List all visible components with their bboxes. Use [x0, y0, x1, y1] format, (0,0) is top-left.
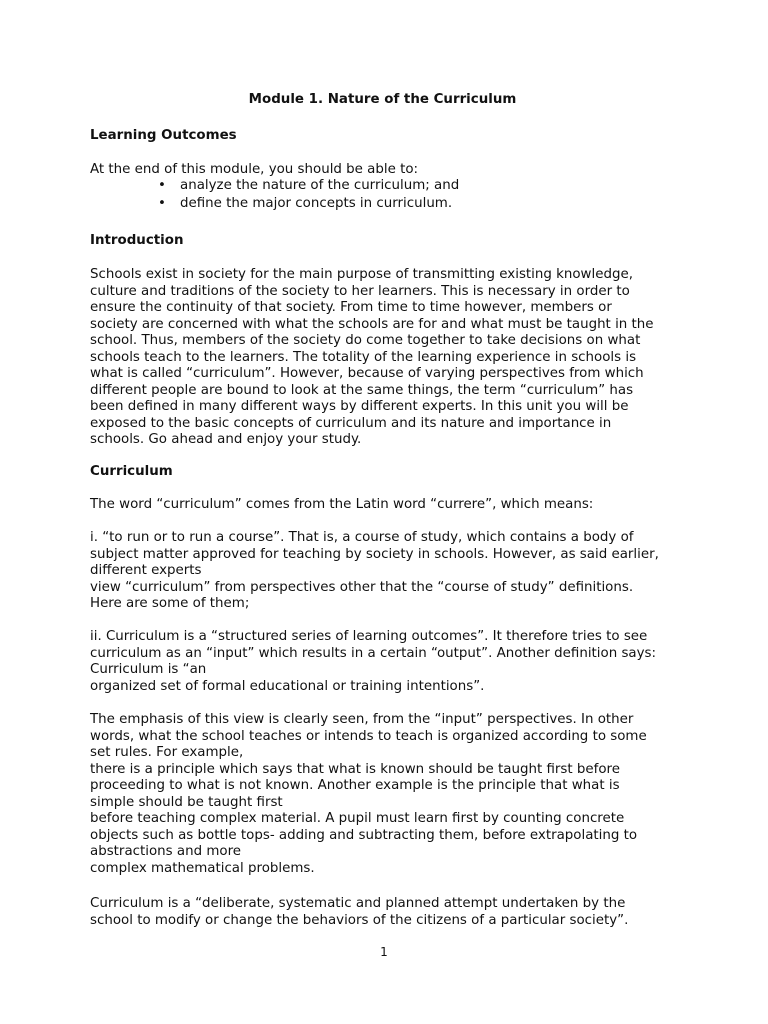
definition-ii-paragraph: [90, 629, 675, 695]
bullet-icon: •: [158, 178, 166, 193]
learning-outcomes-intro: At the end of this module, you should be able to:: [90, 162, 419, 177]
list-item-text: define the major concepts in curriculum.: [180, 196, 453, 211]
text-line: different people are bound to look at the same things, the term “curriculum” has: [90, 382, 634, 398]
text-line: culture and traditions of the society to her learners. This is necessary in order to: [90, 283, 630, 299]
learning-outcomes-heading: Learning Outcomes: [90, 128, 237, 143]
text-line: The emphasis of this view is clearly seen, from the “input” perspectives. In other: [90, 712, 634, 727]
learning-outcomes-list: [90, 178, 459, 214]
text-line: simple should be taught first: [90, 794, 283, 810]
text-line: different experts: [90, 563, 202, 578]
module-title: Module 1. Nature of the Curriculum: [248, 92, 517, 107]
text-line: ensure the continuity of that society. From time to time however, members or: [90, 300, 612, 315]
text-line: objects such as bottle tops- adding and subtracting them, before extrapolating to: [90, 827, 638, 843]
text-line: curriculum as an “input” which results in a certain “output”. Another definition says:: [90, 645, 657, 661]
text-line: school to modify or change the behaviors of the citizens of a particular society”.: [90, 912, 629, 928]
curriculum-etymology: The word “curriculum” comes from the Latin word “currere”, which means:: [90, 497, 594, 512]
list-item: [90, 178, 459, 196]
text-line: Here are some of them;: [90, 596, 250, 611]
text-line: Curriculum is “an: [90, 662, 207, 677]
text-line: words, what the school teaches or intends to teach is organized according to some: [90, 728, 647, 744]
text-line: set rules. For example,: [90, 745, 244, 760]
bullet-icon: •: [158, 196, 166, 211]
definition-i-paragraph: [90, 530, 675, 613]
deliberate-attempt-paragraph: [90, 896, 675, 929]
text-line: i. “to run or to run a course”. That is, a course of study, which contains a body of: [90, 530, 634, 545]
text-line: there is a principle which says that what is known should be taught first before: [90, 761, 620, 777]
curriculum-heading: Curriculum: [90, 464, 173, 479]
text-line: subject matter approved for teaching by society in schools. However, as said earlier,: [90, 546, 659, 562]
page-number: 1: [380, 945, 388, 959]
text-line: society are concerned with what the schools are for and what must be taught in the: [90, 316, 654, 332]
text-line: exposed to the basic concepts of curriculum and its nature and importance in: [90, 415, 612, 431]
text-line: view “curriculum” from perspectives other that the “course of study” definitions.: [90, 579, 634, 595]
text-line: Curriculum is a “deliberate, systematic and planned attempt undertaken by the: [90, 896, 626, 911]
text-line: schools. Go ahead and enjoy your study.: [90, 432, 362, 447]
text-line: schools teach to the learners. The totality of the learning experience in schools is: [90, 349, 637, 365]
text-line: been defined in many different ways by different experts. In this unit you will be: [90, 399, 629, 414]
introduction-paragraph: [90, 267, 675, 449]
text-line: organized set of formal educational or training intentions”.: [90, 678, 485, 694]
text-line: proceeding to what is not known. Another example is the principle that what is: [90, 778, 620, 793]
text-line: what is called “curriculum”. However, because of varying perspectives from which: [90, 366, 644, 381]
text-line: before teaching complex material. A pupil must learn first by counting concrete: [90, 811, 625, 826]
input-perspective-paragraph: [90, 712, 675, 877]
text-line: complex mathematical problems.: [90, 860, 315, 876]
text-line: ii. Curriculum is a “structured series of learning outcomes”. It therefore tries to see: [90, 629, 648, 644]
text-line: Schools exist in society for the main purpose of transmitting existing knowledge,: [90, 267, 633, 282]
introduction-heading: Introduction: [90, 233, 184, 248]
list-item: [90, 196, 459, 214]
text-line: abstractions and more: [90, 844, 242, 859]
text-line: school. Thus, members of the society do come together to take decisions on what: [90, 333, 641, 348]
list-item-text: analyze the nature of the curriculum; and: [180, 178, 460, 193]
